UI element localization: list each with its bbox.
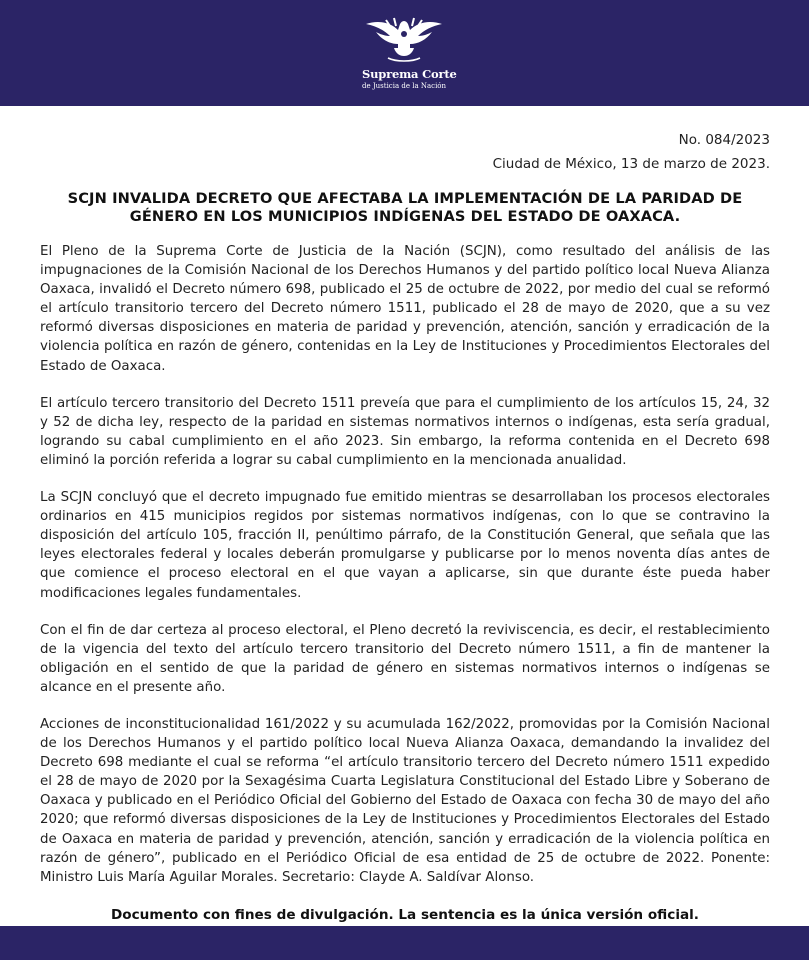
logo-subtitle: de Justicia de la Nación [362, 82, 447, 90]
eagle-emblem-icon [364, 14, 444, 64]
paragraph: El Pleno de la Suprema Corte de Justicia de la Nación (SCJN), como resultado del análisis de las impugnaciones de la Comisión Nacional de los Derechos Humanos y del partido político local Nueva Alianza Oaxaca, invalidó el Decreto número 698, publicado el 25 de octubre de 2022, por medio del cual se reformó el artículo transitorio tercero del Decreto número 1511, publicado el 28 de mayo de 2020, que a su vez reformó diversas disposiciones en materia de paridad y prevención, atención, sanción y erradicación de la violencia política en razón de género, contenidas en la Ley de Instituciones y Procedimientos Electorales del Estado de Oaxaca. [40, 244, 770, 374]
document-meta [40, 128, 770, 176]
header-bar [0, 0, 809, 106]
logo-title: Suprema Corte [362, 67, 457, 81]
paragraph: La SCJN concluyó que el decreto impugnado fue emitido mientras se desarrollaban los procesos electorales ordinarios en 415 municipios regidos por sistemas normativos indígenas, con lo que se contravino la disposición del artículo 105, fracción II, penúltimo párrafo, de la Constitución General, que señala que las leyes electorales federal y locales deberán promulgarse y publicarse por lo menos noventa días antes de que comience el proceso electoral en el que vayan a aplicarse, sin que durante éste pueda haber modificaciones legales fundamentales. [40, 490, 770, 601]
headline: SCJN INVALIDA DECRETO QUE AFECTABA LA IMPLEMENTACIÓN DE LA PARIDAD DE GÉNERO EN LOS MUNICIPIOS INDÍGENAS DEL ESTADO DE OAXACA. [67, 190, 743, 225]
paragraph: El artículo tercero transitorio del Decreto 1511 preveía que para el cumplimiento de los artículos 15, 24, 32 y 52 de dicha ley, respecto de la paridad en sistemas normativos internos o indígenas, esta sería gradual, logrando su cabal cumplimiento en el año 2023. Sin embargo, la reforma contenida en el Decreto 698 eliminó la porción referida a lograr su cabal cumplimiento en la mencionada anualidad. [40, 395, 770, 468]
press-release [40, 128, 770, 923]
paragraph: Con el fin de dar certeza al proceso electoral, el Pleno decretó la reviviscencia, es decir, el restablecimiento de la vigencia del texto del artículo tercero transitorio del Decreto número 1511, a fin de mantener la obligación en el sentido de que la paridad de género en sistemas normativos internos o indígenas se alcance en el presente año. [40, 622, 770, 695]
footer-bar [0, 926, 809, 960]
disclaimer: Documento con fines de divulgación. La sentencia es la única versión oficial. [111, 906, 699, 923]
paragraph: Acciones de inconstitucionalidad 161/2022 y su acumulada 162/2022, promovidas por la Comisión Nacional de los Derechos Humanos y el partido político local Nueva Alianza Oaxaca, demandando la invalidez del Decreto 698 mediante el cual se reforma “el artículo transitorio tercero del Decreto número 1511 expedido el 28 de mayo de 2020 por la Sexagésima Cuarta Legislatura Constitucional del Estado Libre y Soberano de Oaxaca y publicado en el Periódico Oficial del Gobierno del Estado de Oaxaca con fecha 30 de mayo del año 2020; que reformó diversas disposiciones de la Ley de Instituciones y Procedimientos Electorales del Estado de Oaxaca en materia de paridad y prevención, atención, sanción y erradicación de la violencia política en razón de género”, publicado en el Periódico Oficial de esa entidad de 25 de octubre de 2022. Ponente: Ministro Luis María Aguilar Morales. Secretario: Clayde A. Saldívar Alonso. [40, 716, 770, 885]
release-number: No. 084/2023 [678, 132, 770, 148]
scjn-logo [362, 14, 457, 90]
release-date: Ciudad de México, 13 de marzo de 2023. [492, 156, 770, 172]
